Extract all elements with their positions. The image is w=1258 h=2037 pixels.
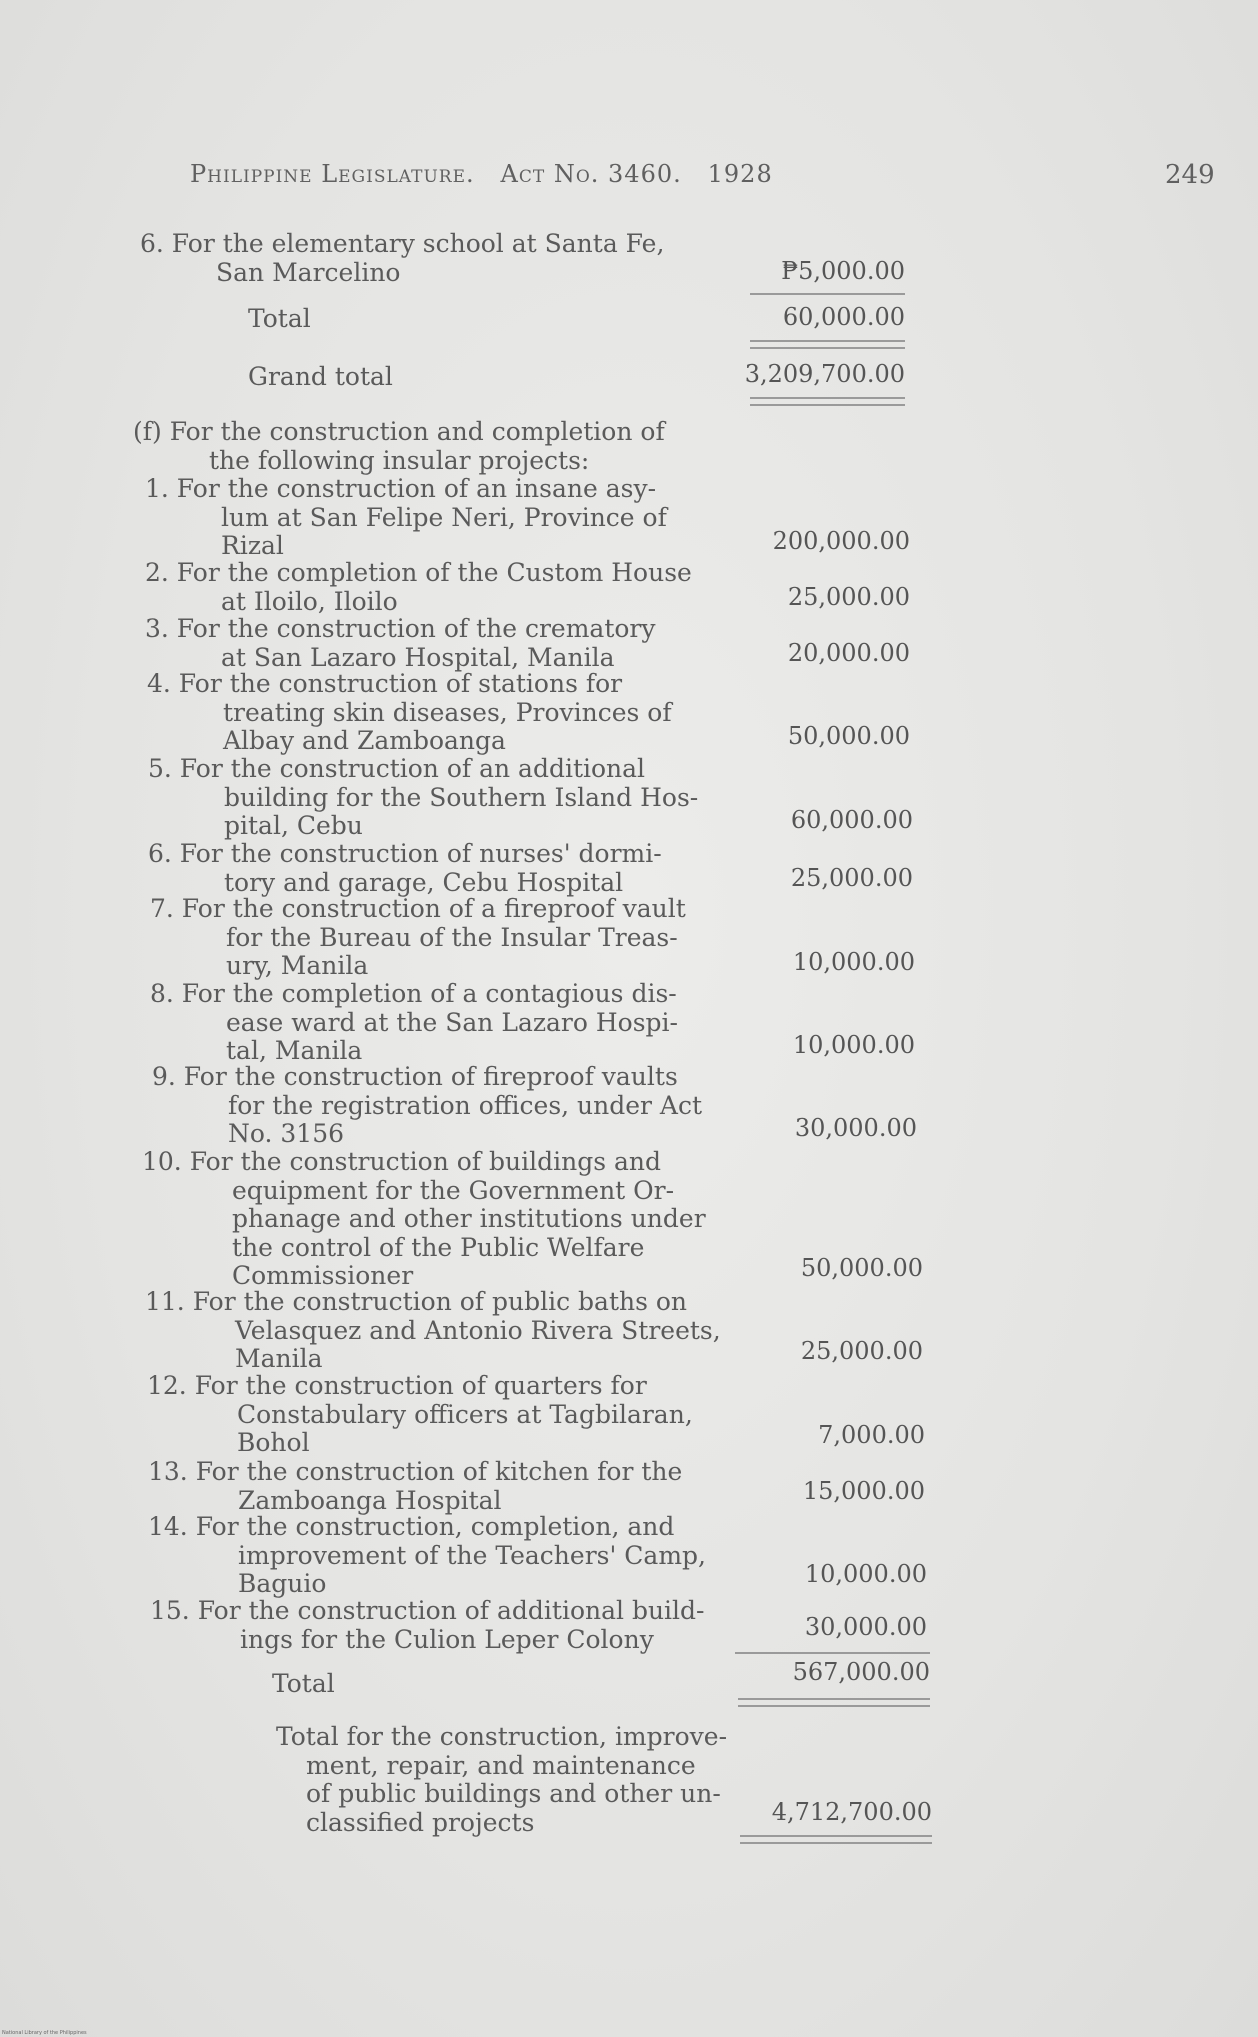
grand-total-label: Grand total (248, 362, 393, 391)
entry-line: Baguio (238, 1569, 327, 1598)
section-f-intro (133, 418, 713, 475)
entry-line: of public buildings and other un- (306, 1779, 721, 1808)
project-item-11 (145, 1288, 725, 1374)
project-item-8 (150, 980, 730, 1066)
amount: 30,000.00 (794, 1114, 917, 1142)
amount: 15,000.00 (802, 1477, 925, 1505)
entry-line: Albay and Zamboanga (223, 726, 506, 755)
project-item-1 (145, 475, 725, 561)
double-rule (738, 1698, 930, 1707)
amount: 10,000.00 (792, 948, 915, 976)
entry-line: for the registration offices, under Act (228, 1090, 703, 1120)
entry-line: Manila (235, 1344, 323, 1373)
entry-line: classified projects (306, 1807, 535, 1837)
project-item-4 (147, 670, 727, 756)
entry-line: ings for the Culion Leper Colony (240, 1624, 654, 1654)
entry-line: for the Bureau of the Insular Treas- (226, 922, 678, 952)
entry-line: 5. For the construction of an additional (148, 754, 646, 783)
entry-line: Rizal (221, 531, 284, 560)
project-item-7 (150, 895, 730, 981)
amount: 25,000.00 (787, 583, 910, 611)
entry-line: Zamboanga Hospital (238, 1485, 502, 1515)
project-item-10 (142, 1148, 722, 1291)
amount: 50,000.00 (787, 722, 910, 750)
entry-line: 7. For the construction of a fireproof vault (150, 894, 686, 923)
grand-total (248, 363, 718, 392)
entry-line: 11. For the construction of public baths on (145, 1287, 688, 1316)
header-title: Philippine Legislature. (190, 160, 475, 188)
entry-line: treating skin diseases, Provinces of (223, 697, 672, 727)
entry-line: 13. For the construction of kitchen for the (148, 1457, 683, 1486)
project-item-15 (150, 1597, 730, 1654)
project-item-9 (152, 1063, 732, 1149)
entry-line: 3. For the construction of the crematory (145, 614, 656, 643)
project-item-6 (148, 840, 728, 897)
entry-line: 10. For the construction of buildings and (142, 1147, 661, 1176)
header-year: 1928 (707, 160, 773, 188)
intro-line: the following insular projects: (209, 445, 590, 475)
entry-line: 12. For the construction of quarters for (147, 1371, 647, 1400)
entry-line: 4. For the construction of stations for (147, 669, 623, 698)
section-f-total (272, 1670, 734, 1699)
entry-line: Constabulary officers at Tagbilaran, (237, 1399, 693, 1429)
top-item-6 (140, 230, 720, 287)
entry-line: tory and garage, Cebu Hospital (224, 867, 624, 897)
page-number: 249 (1165, 160, 1215, 190)
entry-line: San Marcelino (216, 257, 401, 287)
entry-line: 14. For the construction, completion, and (148, 1512, 675, 1541)
amount: 50,000.00 (800, 1254, 923, 1282)
project-item-12 (147, 1372, 727, 1458)
final-total-amount: 4,712,700.00 (771, 1798, 932, 1826)
amount: 20,000.00 (787, 639, 910, 667)
amount: ₱5,000.00 (781, 257, 905, 285)
entry-line: phanage and other institutions under (232, 1204, 706, 1233)
entry-line: 2. For the completion of the Custom House (145, 558, 692, 587)
entry-line: ease ward at the San Lazaro Hospi- (226, 1007, 679, 1037)
entry-line: 6. For the construction of nurses' dormi- (148, 839, 662, 868)
entry-line: tal, Manila (226, 1036, 363, 1065)
entry-line: Velasquez and Antonio Rivera Streets, (235, 1315, 721, 1345)
final-total (276, 1723, 738, 1837)
project-item-13 (148, 1458, 728, 1515)
entry-line: ment, repair, and maintenance (306, 1750, 696, 1780)
entry-line: 6. For the elementary school at Santa Fe, (140, 229, 665, 258)
double-rule (740, 1835, 932, 1844)
amount: 10,000.00 (804, 1560, 927, 1588)
entry-line: No. 3156 (228, 1119, 345, 1148)
entry-line: Commissioner (232, 1261, 414, 1290)
entry-line: 8. For the completion of a contagious dis- (150, 979, 677, 1008)
entry-line: building for the Southern Island Hos- (224, 782, 699, 812)
total-amount: 567,000.00 (792, 1658, 930, 1686)
sum-rule (735, 1652, 930, 1654)
entry-line: at San Lazaro Hospital, Manila (221, 642, 615, 672)
entry-line: equipment for the Government Or- (232, 1175, 675, 1205)
entry-line: 1. For the construction of an insane asy- (145, 474, 657, 503)
entry-line: 15. For the construction of additional build- (150, 1596, 705, 1625)
entry-line: the control of the Public Welfare (232, 1232, 645, 1262)
running-header (190, 160, 773, 188)
footer-credit: National Library of the Philippines (2, 2030, 87, 2036)
total-label: Total (248, 304, 311, 333)
amount: 200,000.00 (772, 527, 910, 555)
double-rule (750, 397, 905, 406)
amount: 60,000.00 (790, 806, 913, 834)
entry-line: Bohol (237, 1428, 310, 1457)
entry-line: lum at San Felipe Neri, Province of (221, 502, 667, 532)
amount: 25,000.00 (790, 864, 913, 892)
amount: 7,000.00 (818, 1421, 925, 1449)
entry-line: improvement of the Teachers' Camp, (238, 1540, 706, 1570)
header-act: Act No. 3460. (500, 160, 682, 188)
entry-line: at Iloilo, Iloilo (221, 586, 398, 616)
amount: 10,000.00 (792, 1031, 915, 1059)
project-item-3 (145, 615, 725, 672)
amount: 30,000.00 (804, 1613, 927, 1641)
entry-line: ury, Manila (226, 951, 369, 980)
double-rule (750, 340, 905, 349)
project-item-5 (148, 755, 728, 841)
sum-rule (750, 293, 905, 295)
grand-total-amount: 3,209,700.00 (744, 360, 905, 388)
project-item-2 (145, 559, 725, 616)
project-item-14 (148, 1513, 728, 1599)
intro-line: (f) For the construction and completion of (133, 417, 665, 446)
entry-line: pital, Cebu (224, 811, 363, 840)
total-amount: 60,000.00 (782, 303, 905, 331)
top-total (248, 305, 718, 334)
total-label: Total (272, 1669, 335, 1698)
entry-line: Total for the construction, improve- (276, 1722, 728, 1751)
amount: 25,000.00 (800, 1337, 923, 1365)
entry-line: 9. For the construction of fireproof vaults (152, 1062, 678, 1091)
